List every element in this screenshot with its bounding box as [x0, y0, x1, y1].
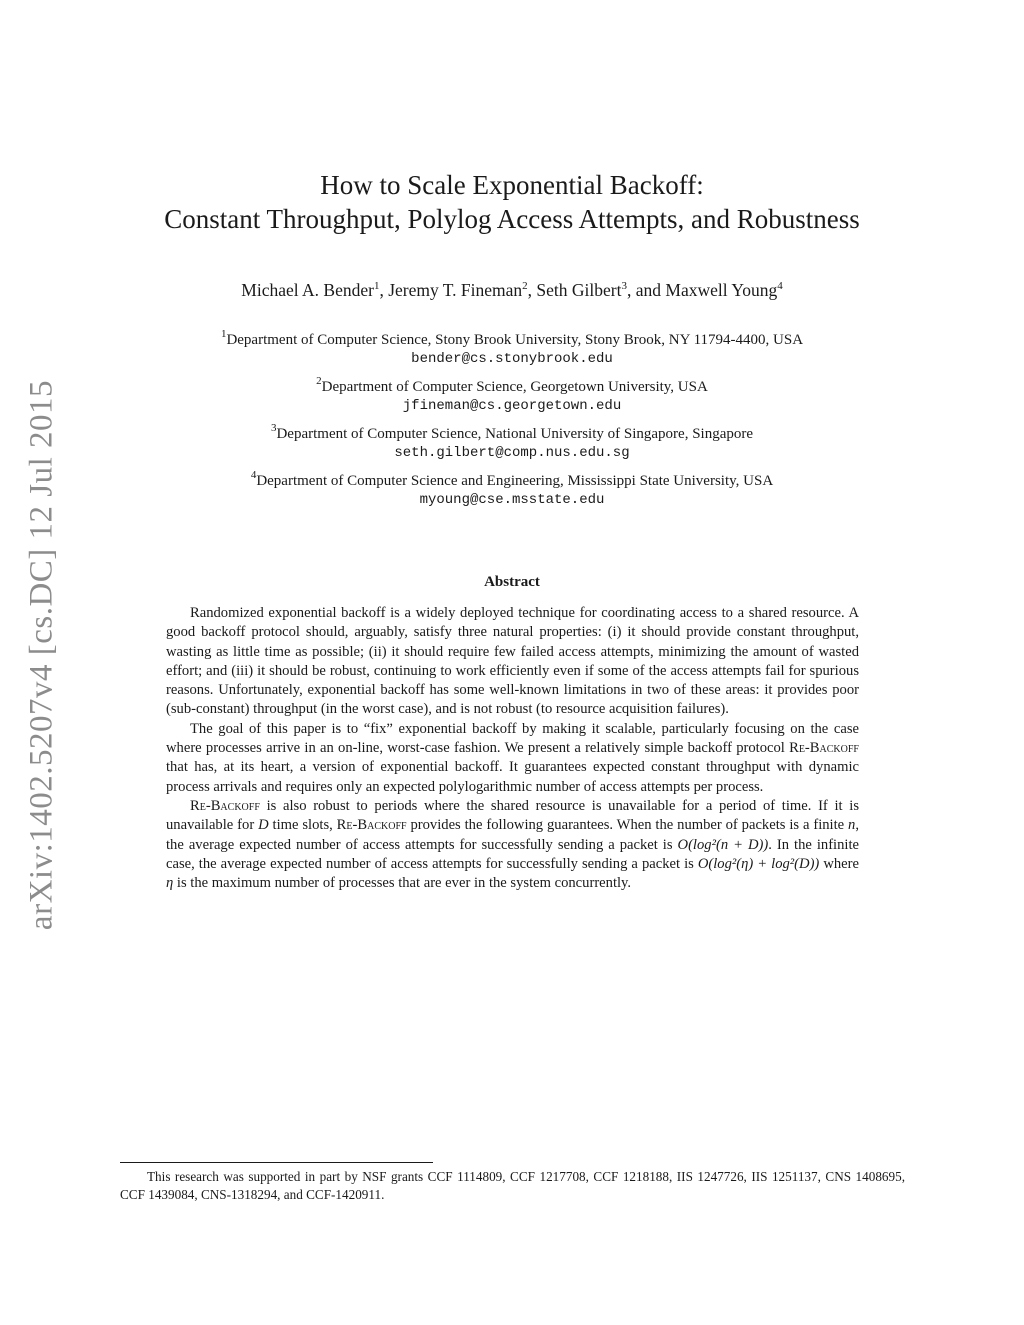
affiliation-text: Department of Computer Science, National University of Singapore, Singapore — [276, 426, 754, 442]
protocol-name: Re-Backoff — [789, 740, 859, 757]
text-run: that has, at its heart, a version of exponential backoff. It guarantees expected constant throughput with dynamic process arrivals and requires only an expected polylogarithmic number of access attempts per process. — [166, 759, 859, 795]
title-line-2: Constant Throughput, Polylog Access Attempts, and Robustness — [164, 204, 860, 234]
author-email: seth.gilbert@comp.nus.edu.sg — [394, 445, 630, 461]
title-line-1: How to Scale Exponential Backoff: — [320, 170, 704, 200]
math-variable: n — [848, 817, 856, 834]
paper-title — [0, 168, 1024, 236]
affiliation — [0, 328, 1024, 369]
author-affil-mark: 3 — [621, 280, 627, 292]
math-variable: D — [258, 817, 269, 834]
text-run: where — [819, 855, 859, 872]
affiliation — [0, 375, 1024, 416]
affiliation-text: Department of Computer Science, Georgetown University, USA — [321, 379, 708, 395]
math-variable: η — [166, 875, 174, 892]
abstract-paragraph-2 — [166, 720, 859, 797]
author-name: Michael A. Bender — [241, 280, 374, 300]
arxiv-identifier-stamp: arXiv:1402.5207v4 [cs.DC] 12 Jul 2015 — [23, 379, 60, 931]
affiliation — [0, 422, 1024, 463]
author-email: jfineman@cs.georgetown.edu — [402, 398, 622, 414]
text-run: The goal of this paper is to “fix” exponential backoff by making it scalable, particularly focusing on the case where processes arrive in an on-line, worst-case fashion. We present a relatively simple backoff protocol — [166, 720, 859, 757]
footnote-text: This research was supported in part by NSF grants CCF 1114809, CCF 1217708, CCF 1218188, IIS 1247726, IIS 1251137, CNS 1408695, CCF 1439084, CNS-1318294, and CCF-1420911. — [120, 1169, 905, 1202]
abstract-paragraph-1: Randomized exponential backoff is a widely deployed technique for coordinating access to a shared resource. A good backoff protocol should, arguably, satisfy three natural properties: (i) it should provide constant throughput, wasting as little time as possible; (ii) it should require few failed access attempts, minimizing the amount of wasted effort; and (iii) it should be robust, continuing to work efficiently even if some of the access attempts fail for spurious reasons. Unfortunately, exponential backoff has some well-known limitations in two of these areas: it provides poor (sub-constant) throughput (in the worst case), and is not robust (to resource acquisition failures). — [166, 605, 859, 718]
author-email: myoung@cse.msstate.edu — [419, 492, 605, 508]
text-run: is the maximum number of processes that are ever in the system concurrently. — [173, 875, 632, 892]
author-affil-mark: 1 — [373, 280, 380, 292]
author-affil-mark: 2 — [522, 280, 528, 292]
author-name: Maxwell Young — [665, 280, 778, 300]
funding-footnote — [120, 1168, 905, 1204]
author-separator: , — [379, 280, 389, 300]
text-run: is also robust to periods where the shared resource is unavailable for a period of time. If it is unavailable for — [166, 797, 859, 834]
abstract-paragraph-3 — [166, 797, 859, 893]
footnote-rule — [120, 1162, 433, 1163]
affiliation-text: Department of Computer Science, Stony Brook University, Stony Brook, NY 11794-4400, USA — [226, 332, 804, 348]
abstract-body — [166, 604, 859, 893]
affiliation-mark: 4 — [250, 469, 257, 481]
author-list — [0, 280, 1024, 301]
author-affil-mark: 4 — [777, 280, 783, 292]
affiliation-text: Department of Computer Science and Engineering, Mississippi State University, USA — [256, 473, 774, 489]
affiliation-mark: 2 — [316, 375, 322, 387]
affiliation-mark: 1 — [220, 328, 227, 340]
text-run: time slots, — [268, 817, 337, 834]
math-expression: O(log²(n + D)) — [677, 836, 769, 853]
abstract-heading: Abstract — [484, 574, 540, 590]
affiliation — [0, 469, 1024, 510]
author-name: Seth Gilbert — [536, 280, 622, 300]
author-separator: , and — [626, 280, 666, 300]
author-name: Jeremy T. Fineman — [388, 280, 523, 300]
protocol-name: Re-Backoff — [190, 797, 260, 814]
text-run: provides the following guarantees. When the number of packets is a finite — [406, 817, 849, 834]
protocol-name: Re-Backoff — [336, 817, 407, 834]
math-expression: O(log²(η) + log²(D)) — [697, 855, 820, 872]
author-email: bender@cs.stonybrook.edu — [411, 351, 613, 367]
author-separator: , — [527, 280, 537, 300]
affiliation-mark: 3 — [270, 422, 277, 434]
text-run: , the average expected number of access attempts for successfully sending a packet is — [166, 817, 859, 853]
text-run: . In the infinite case, the average expected number of access attempts for successfully sending a packet is — [166, 836, 859, 872]
